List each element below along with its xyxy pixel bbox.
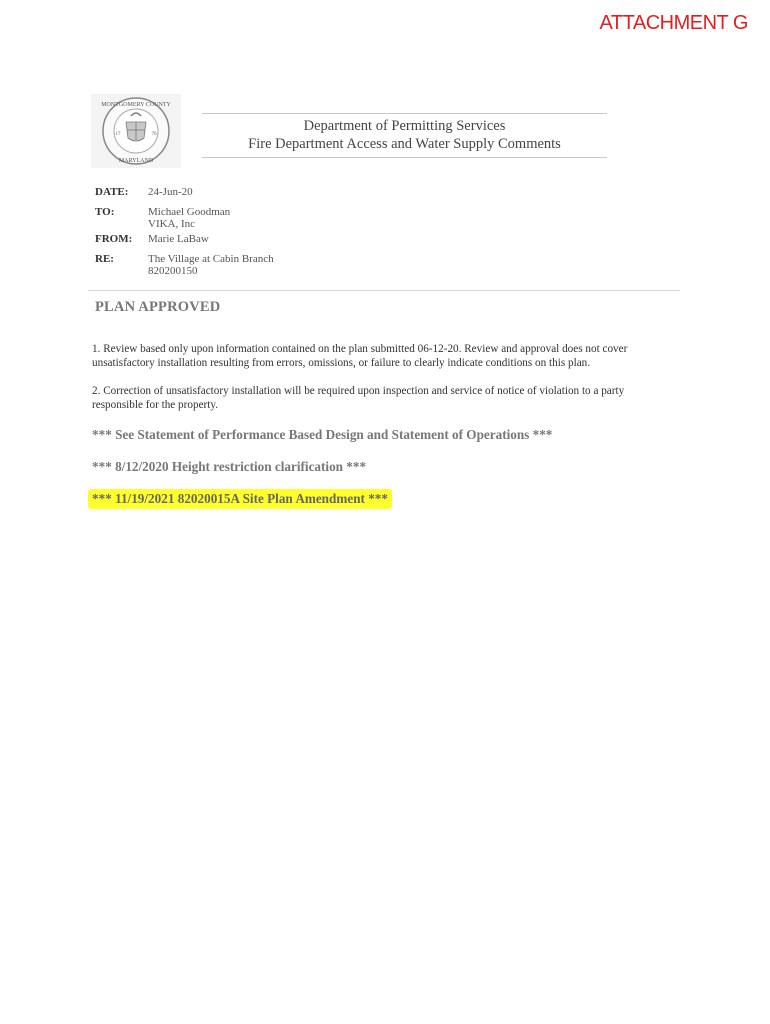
comment-1-line-2: unsatisfactory installation resulting from errors, omissions, or failure to clearly indicate conditions on this plan.: [92, 357, 591, 369]
note-performance-design: *** See Statement of Performance Based Design and Statement of Operations ***: [92, 427, 553, 442]
re-label: RE:: [95, 253, 114, 265]
date-value: 24-Jun-20: [148, 186, 193, 198]
header-title-line1: Department of Permitting Services: [303, 118, 506, 134]
header-bottom-rule: [202, 157, 607, 158]
header-title-line2: Fire Department Access and Water Supply Comments: [248, 136, 561, 152]
section-divider: [88, 290, 680, 291]
to-name: Michael Goodman: [148, 206, 231, 218]
to-company: VIKA, Inc: [148, 218, 196, 230]
from-value: Marie LaBaw: [148, 233, 209, 245]
from-label: FROM:: [95, 233, 133, 245]
re-number: 820200150: [148, 265, 198, 277]
county-seal-logo: [91, 94, 181, 168]
comment-2-line-2: responsible for the property.: [92, 399, 219, 411]
note-site-plan-amendment-highlighted: *** 11/19/2021 82020015A Site Plan Amendment ***: [88, 489, 392, 509]
seal-bottom-text: MARYLAND: [118, 158, 154, 164]
seal-top-text: MONTGOMERY COUNTY: [101, 102, 171, 108]
comment-1-line-1: 1. Review based only upon information contained on the plan submitted 06-12-20. Review and approval does not cover: [92, 343, 628, 355]
note-height-restriction: *** 8/12/2020 Height restriction clarification ***: [92, 459, 367, 474]
to-label: TO:: [95, 206, 115, 218]
attachment-label: ATTACHMENT G: [599, 12, 748, 34]
re-project: The Village at Cabin Branch: [148, 253, 274, 265]
plan-status: PLAN APPROVED: [95, 299, 221, 315]
header-top-rule: [202, 113, 607, 114]
seal-year-left: 17: [115, 132, 121, 137]
comment-2-line-1: 2. Correction of unsatisfactory installation will be required upon inspection and service of notice of violation to a party: [92, 385, 625, 397]
seal-year-right: 76: [151, 132, 157, 137]
date-label: DATE:: [95, 186, 129, 198]
